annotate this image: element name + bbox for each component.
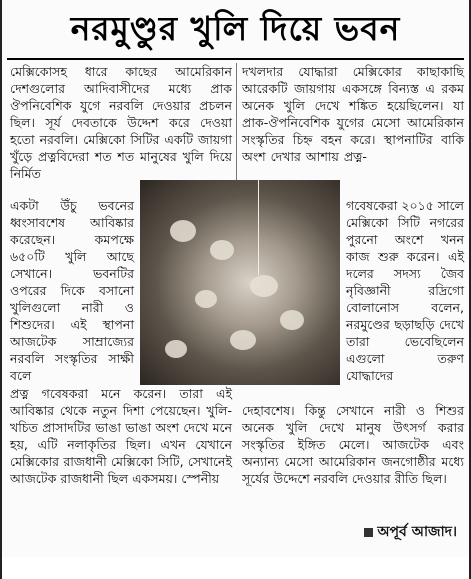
article-left-top: মেক্সিকোসহ ধারে কাছের আমেরিকান দেশগুলোর আদিবাসীদের মধ্যে প্রাক ঔপনিবেশিক যুগে নরবলি দেওয়ার প্রচলন ছিল। সূর্য দেবতাকে উদ্দেশ করে দেওয়া হতো নরবলি। মেক্সিকো সিটির একটি জায়গা খুঁড়ে প্রত্নবিদেরা শত শত মানুষের খুলি দিয়ে নির্মিত <box>10 64 233 181</box>
skull-shape <box>165 340 187 358</box>
byline <box>364 520 457 544</box>
skull-tower-photo <box>140 180 340 385</box>
byline-square-icon <box>364 528 373 537</box>
headline: নরমুণ্ডুর খুলি দিয়ে ভবন <box>70 9 401 48</box>
skull-shape <box>170 220 196 242</box>
skull-shape <box>280 310 304 330</box>
headline-rule <box>7 58 464 60</box>
byline-text: অপূর্ব আজাদ। <box>377 524 457 540</box>
rope-line <box>258 180 259 275</box>
skull-shape <box>230 330 256 350</box>
skull-shape <box>210 240 234 260</box>
article-right-wrap: গবেষকেরা ২০১৫ সালে মেক্সিকো সিটি নগরের পুরনো অংশে খনন কাজ শুরু করেন। এই দলের সদস্য জৈব নৃবিজ্ঞানী রদ্রিগো বোলানোস বলেন, নরমুণ্ডের ছড়াছড়ি দেখে তারা ভেবেছিলেন এগুলো তরুণ যোদ্ধাদের <box>346 198 464 383</box>
article-left-bottom: প্রত্ন গবেষকরা মনে করেন। তারা এই আবিষ্কার থেকে নতুন দিশা পেয়েছেন। খুলি-খচিত প্রাসাদটির ভাঙা ভাঙা অংশ দেখে মনে হয়, এটি নলাকৃতির ছিল। এখন যেখানে মেক্সিকোর রাজধানী মেক্সিকো সিটি, সেখানেই আজটেক রাজধানী ছিল একসময়। স্পেনীয় <box>10 386 232 486</box>
skull-shape <box>195 290 217 308</box>
article-right-top: দখলদার যোদ্ধারা মেক্সিকোর কাছাকাছি আরেকটি জায়গায় একসঙ্গে বিন্যস্ত এ রকম অনেক খুলি দেখে শঙ্কিত হয়েছিলেন। যা প্রাক-ঔপনিবেশিক যুগের মেসো আমেরিকান সংস্কৃতির চিহ্ন বহন করে। স্থাপনাটির বাকি অংশ দেখার আশায় প্রত্ন- <box>242 64 464 164</box>
article-left-wrap: একটা উঁচু ভবনের ধ্বংসাবশেষ আবিষ্কার করেছেন। কমপক্ষে ৬৫০টি খুলি আছে সেখানে। ভবনটির ওপরের দিকে বসানো খুলিগুলো নারী ও শিশুদের। এই স্থাপনা আজটেক সাম্রাজ্যের নরবলি সংস্কৃতির সাক্ষী বলে <box>10 198 134 383</box>
page-bottom-margin <box>2 557 469 579</box>
article-right-bottom: দেহাবশেষ। কিন্তু সেখানে নারী ও শিশুর অনেক খুলি দেখে মানুষ উৎসর্গ করার সংস্কৃতির ইঙ্গিত মেলে। আজটেক এবং অন্যান্য মেসো আমেরিকান জনগোষ্ঠীর মধ্যে সূর্যের উদ্দেশে নরবলি দেওয়ার রীতি ছিল। <box>242 403 464 486</box>
skull-shape <box>250 275 278 297</box>
